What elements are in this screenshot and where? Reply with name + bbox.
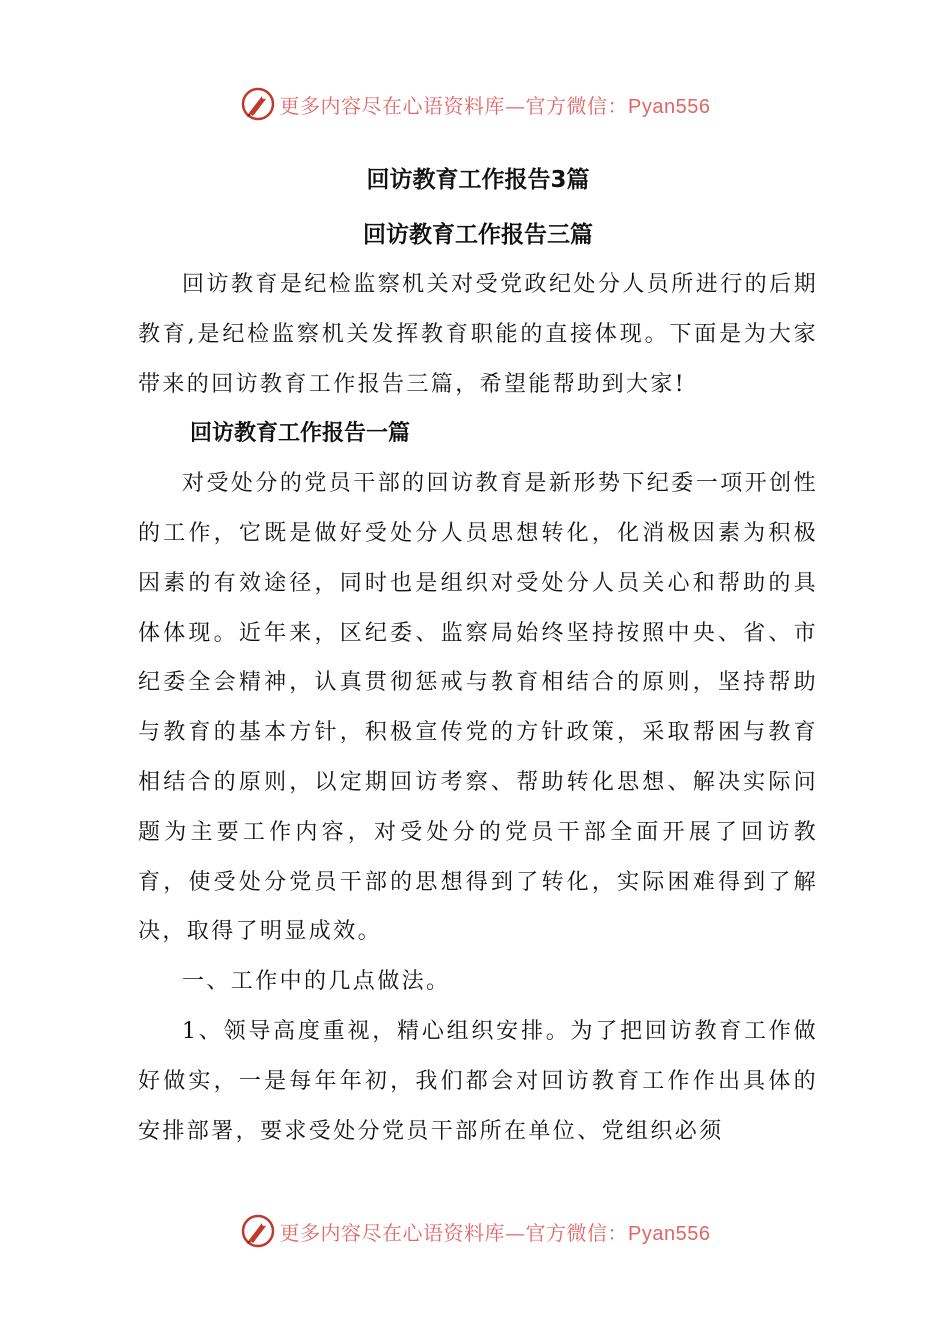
watermark-wechat-label: 官方微信： [525,1220,629,1245]
watermark-text [280,90,711,119]
watermark-lead: 更多内容尽在心语资料库 [279,93,506,118]
document-body [138,155,818,1156]
section-one-title: 回访教育工作报告一篇 [190,421,411,447]
pen-circle-icon [240,1213,276,1249]
watermark-wechat-id: Pyan556 [628,95,711,118]
point-heading: 一、工作中的几点做法。 [182,969,451,995]
watermark-banner-top [0,84,950,124]
watermark-banner-bottom [0,1211,950,1251]
watermark-wechat-id: Pyan556 [628,1222,711,1245]
main-title: 回访教育工作报告3篇 [366,167,590,193]
intro-paragraph: 回访教育是纪检监察机关对受党政纪处分人员所进行的后期教育,是纪检监察机关发挥教育职能的直接体现。下面是为大家带来的回访教育工作报告三篇，希望能帮助到大家! [138,272,818,397]
point-one-paragraph: 1、领导高度重视，精心组织安排。为了把回访教育工作做好做实，一是每年年初，我们都会对回访教育工作作出具体的安排部署，要求受处分党员干部所在单位、党组织必须 [138,1018,818,1144]
subtitle: 回访教育工作报告三篇 [363,222,593,248]
watermark-dash: — [505,93,526,118]
pen-circle-icon [240,86,276,122]
watermark-lead: 更多内容尽在心语资料库 [279,1220,506,1245]
watermark-dash: — [505,1220,526,1245]
section-one-paragraph: 对受处分的党员干部的回访教育是新形势下纪委一项开创性的工作，它既是做好受处分人员思想转化，化消极因素为积极因素的有效途径，同时也是组织对受处分人员关心和帮助的具体体现。近年来，区纪委、监察局始终坚持按照中央、省、市纪委全会精神，认真贯彻惩戒与教育相结合的原则，坚持帮助与教育的基本方针，积极宣传党的方针政策，采取帮困与教育相结合的原则，以定期回访考察、帮助转化思想、解决实际问题为主要工作内容，对受处分的党员干部全面开展了回访教育，使受处分党员干部的思想得到了转化，实际困难得到了解决，取得了明显成效。 [138,471,818,945]
watermark-text [280,1217,711,1246]
watermark-wechat-label: 官方微信： [525,93,629,118]
